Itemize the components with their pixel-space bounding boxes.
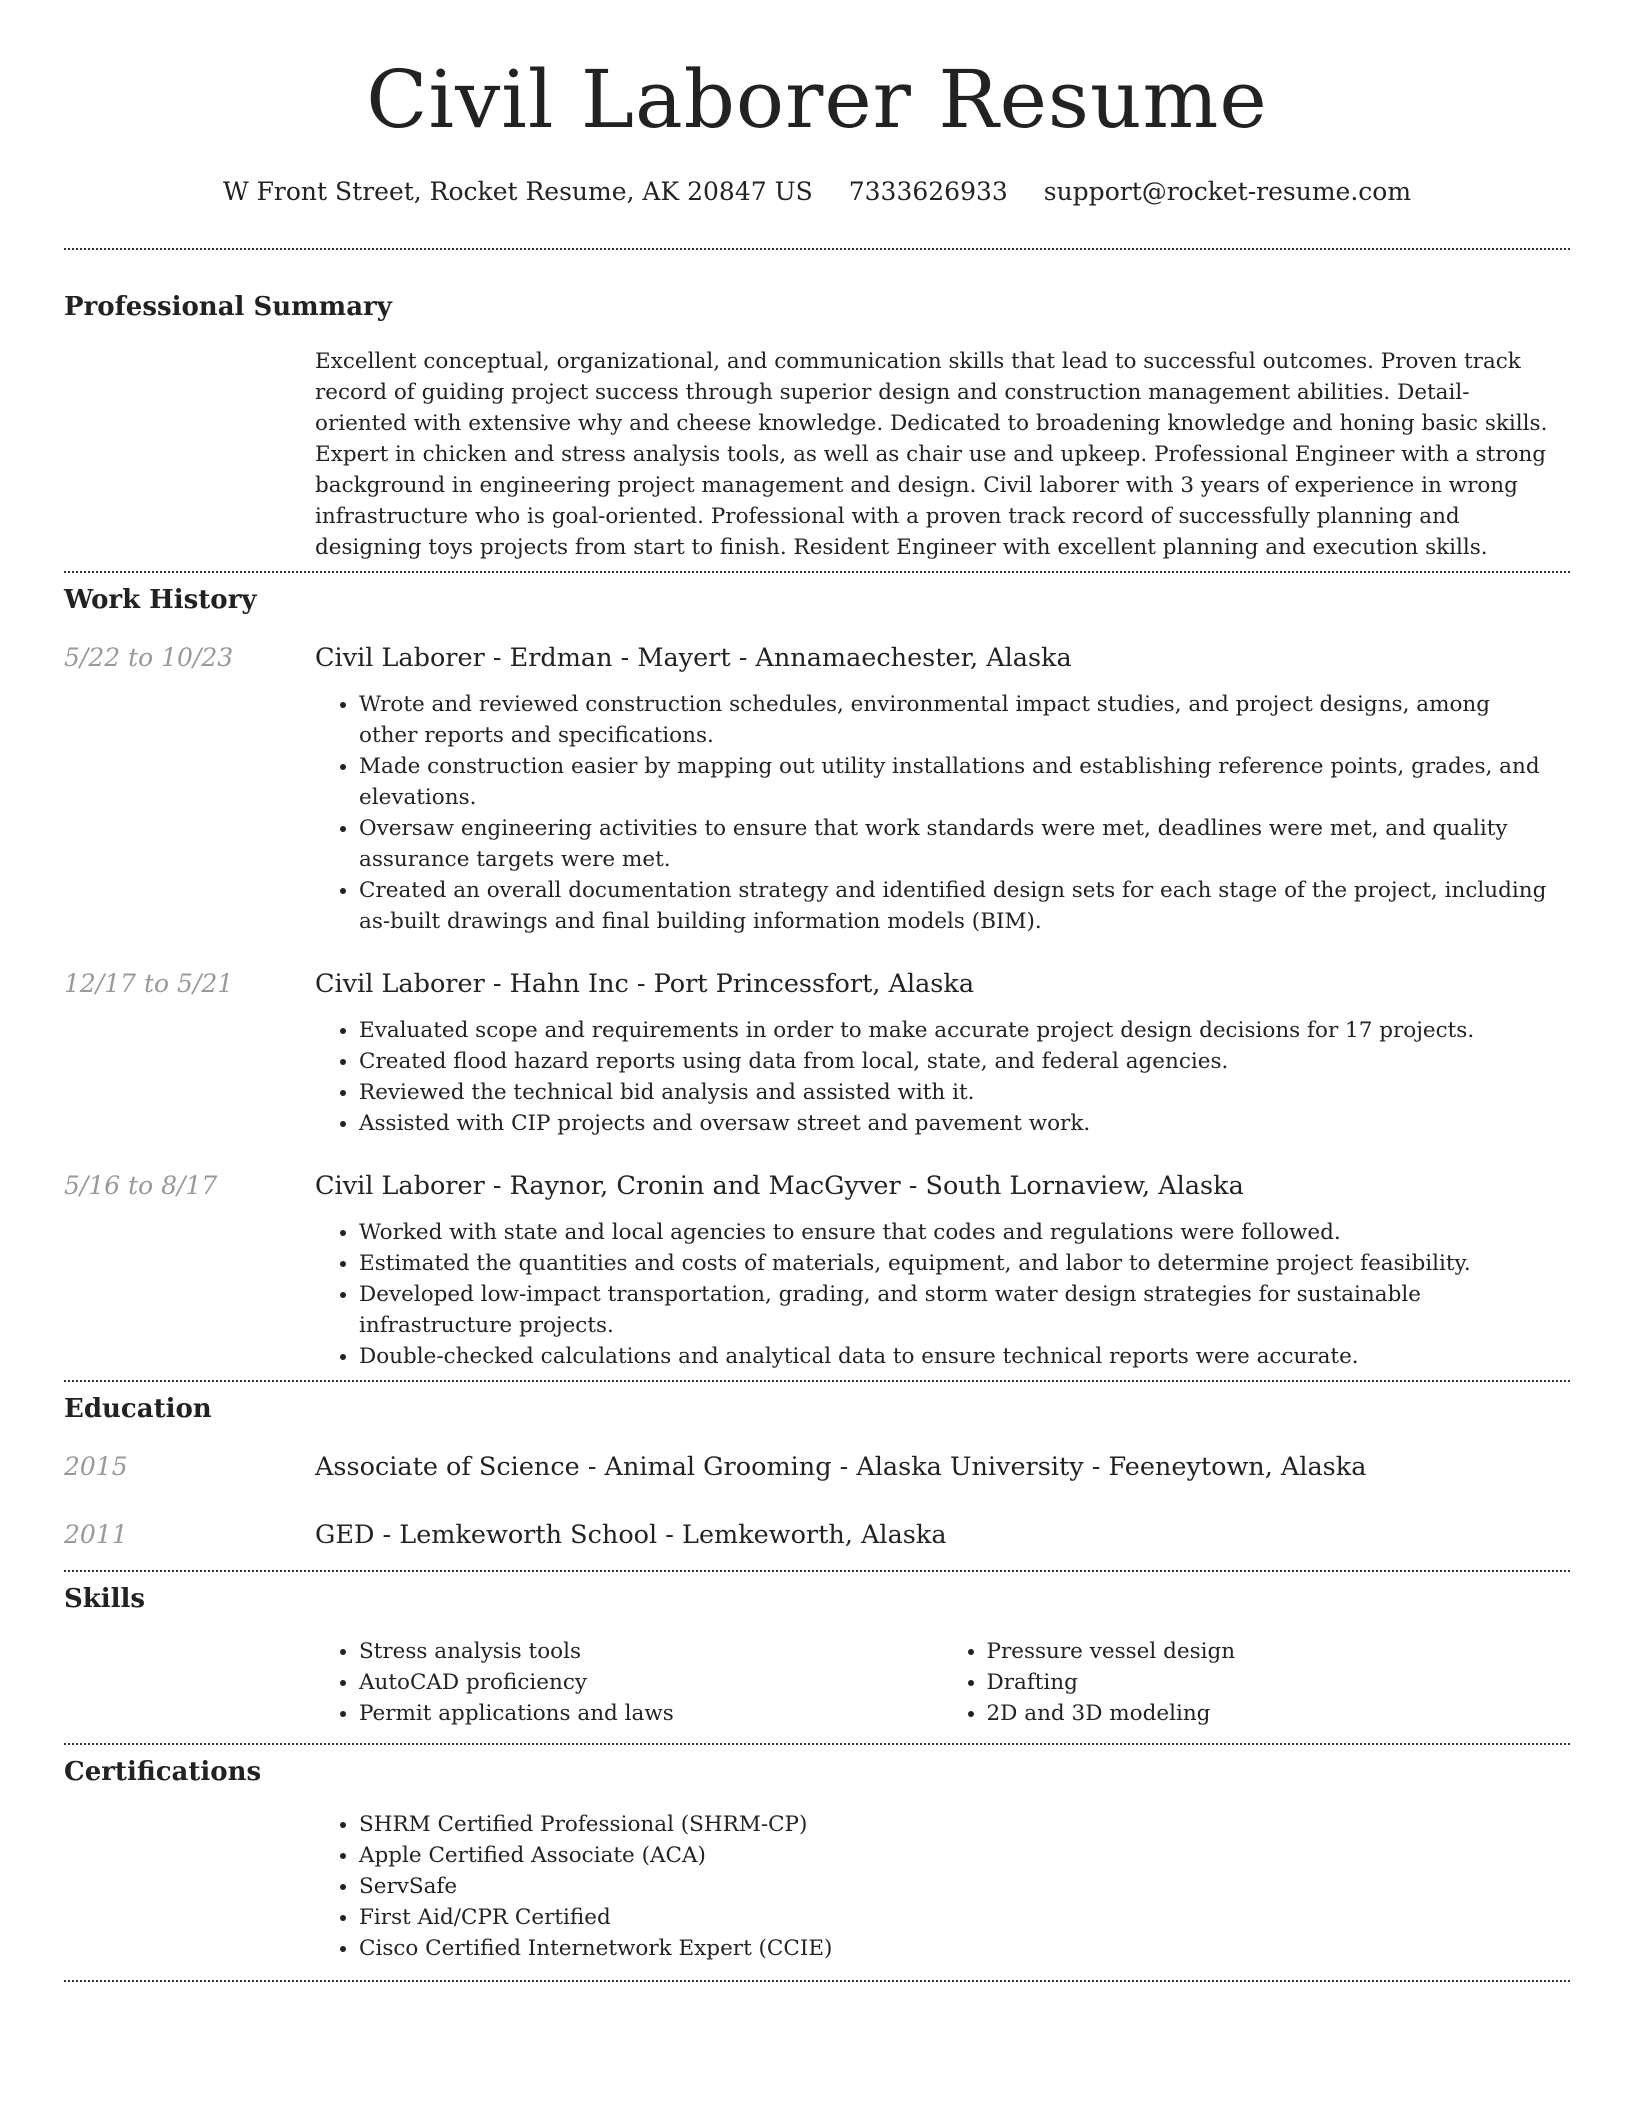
job-bullet: • Evaluated scope and requirements in order to make accurate project design decisions for 17 projects. bbox=[359, 1015, 1555, 1046]
section-title-summary: Professional Summary bbox=[64, 292, 392, 322]
certifications-list bbox=[315, 1809, 1570, 1964]
section-title-certifications: Certifications bbox=[64, 1757, 262, 1787]
divider bbox=[64, 1980, 1570, 1982]
job-bullet: • Created flood hazard reports using data from local, state, and federal agencies. bbox=[359, 1046, 1555, 1077]
skill-item: • Pressure vessel design bbox=[987, 1636, 1571, 1667]
certifications-list-wrap bbox=[315, 1809, 1570, 1964]
section-title-education: Education bbox=[64, 1394, 212, 1424]
job-bullet: • Made construction easier by mapping out utility installations and establishing reference points, grades, and elevations. bbox=[359, 751, 1555, 813]
job-bullet: • Oversaw engineering activities to ensure that work standards were met, deadlines were met, and quality assurance targets were met. bbox=[359, 813, 1555, 875]
certification-item: • ServSafe bbox=[359, 1871, 1570, 1902]
job-bullet: • Estimated the quantities and costs of materials, equipment, and labor to determine project feasibility. bbox=[359, 1248, 1555, 1279]
job-title: Civil Laborer - Hahn Inc - Port Princessfort, Alaska bbox=[315, 969, 975, 999]
education-year: 2015 bbox=[64, 1452, 128, 1481]
job-entry bbox=[64, 641, 1570, 937]
skill-item: • Drafting bbox=[987, 1667, 1571, 1698]
job-dates: 5/22 to 10/23 bbox=[64, 643, 234, 672]
contact-address: W Front Street, Rocket Resume, AK 20847 US bbox=[222, 177, 813, 206]
job-dates: 5/16 to 8/17 bbox=[64, 1171, 218, 1200]
contact-email: support@rocket-resume.com bbox=[1043, 177, 1412, 206]
skill-item: • Permit applications and laws bbox=[359, 1698, 943, 1729]
certification-item: • SHRM Certified Professional (SHRM-CP) bbox=[359, 1809, 1570, 1840]
education-text: Associate of Science - Animal Grooming - Alaska University - Feeneytown, Alaska bbox=[315, 1452, 1367, 1482]
certification-item: • First Aid/CPR Certified bbox=[359, 1902, 1570, 1933]
job-bullet: • Wrote and reviewed construction schedules, environmental impact studies, and project designs, among other reports and specifications. bbox=[359, 689, 1555, 751]
job-title: Civil Laborer - Erdman - Mayert - Annamaechester, Alaska bbox=[315, 643, 1072, 673]
skills-column-left bbox=[315, 1636, 943, 1729]
job-dates: 12/17 to 5/21 bbox=[64, 969, 234, 998]
resume-page bbox=[64, 0, 1570, 1982]
skills-list bbox=[315, 1636, 1570, 1729]
job-bullets bbox=[315, 1217, 1555, 1372]
job-title: Civil Laborer - Raynor, Cronin and MacGyver - South Lornaview, Alaska bbox=[315, 1171, 1244, 1201]
job-bullet: • Assisted with CIP projects and oversaw street and pavement work. bbox=[359, 1108, 1555, 1139]
job-bullet: • Developed low-impact transportation, grading, and storm water design strategies for sustainable infrastructure projects. bbox=[359, 1279, 1555, 1341]
divider bbox=[64, 248, 1570, 250]
job-bullet: • Reviewed the technical bid analysis and assisted with it. bbox=[359, 1077, 1555, 1108]
job-entry bbox=[64, 967, 1570, 1139]
summary-text: Excellent conceptual, organizational, and communication skills that lead to successful outcomes. Proven track record of guiding project success through superior design and construction management abilities. Detail-oriented with extensive why and cheese knowledge. Dedicated to broadening knowledge and honing basic skills. Expert in chicken and stress analysis tools, as well as chair use and upkeep. Professional Engineer with a strong background in engineering project management and design. Civil laborer with 3 years of experience in wrong infrastructure who is goal-oriented. Professional with a proven track record of successfully planning and designing toys projects from start to finish. Resident Engineer with excellent planning and execution skills. bbox=[315, 349, 1548, 560]
divider bbox=[64, 1570, 1570, 1572]
job-bullet: • Created an overall documentation strategy and identified design sets for each stage of the project, including as-built drawings and final building information models (BIM). bbox=[359, 875, 1555, 937]
education-entry bbox=[64, 1518, 1570, 1552]
education-entry bbox=[64, 1450, 1570, 1484]
job-entry bbox=[64, 1169, 1570, 1372]
divider bbox=[64, 1380, 1570, 1382]
job-bullets bbox=[315, 1015, 1555, 1139]
skill-item: • AutoCAD proficiency bbox=[359, 1667, 943, 1698]
resume-title: Civil Laborer Resume bbox=[366, 53, 1268, 146]
divider bbox=[64, 1743, 1570, 1745]
education-text: GED - Lemkeworth School - Lemkeworth, Alaska bbox=[315, 1520, 947, 1550]
job-bullets bbox=[315, 689, 1555, 937]
certification-item: • Cisco Certified Internetwork Expert (CCIE) bbox=[359, 1933, 1570, 1964]
education-year: 2011 bbox=[64, 1520, 128, 1549]
contact-phone: 7333626933 bbox=[848, 177, 1008, 206]
skills-column-right bbox=[943, 1636, 1571, 1729]
section-title-work-history: Work History bbox=[64, 585, 257, 615]
divider bbox=[64, 571, 1570, 573]
job-bullet: • Worked with state and local agencies to ensure that codes and regulations were followed. bbox=[359, 1217, 1555, 1248]
section-title-skills: Skills bbox=[64, 1584, 146, 1614]
certification-item: • Apple Certified Associate (ACA) bbox=[359, 1840, 1570, 1871]
contact-line bbox=[64, 174, 1570, 210]
skill-item: • 2D and 3D modeling bbox=[987, 1698, 1571, 1729]
skill-item: • Stress analysis tools bbox=[359, 1636, 943, 1667]
job-bullet: • Double-checked calculations and analytical data to ensure technical reports were accurate. bbox=[359, 1341, 1555, 1372]
